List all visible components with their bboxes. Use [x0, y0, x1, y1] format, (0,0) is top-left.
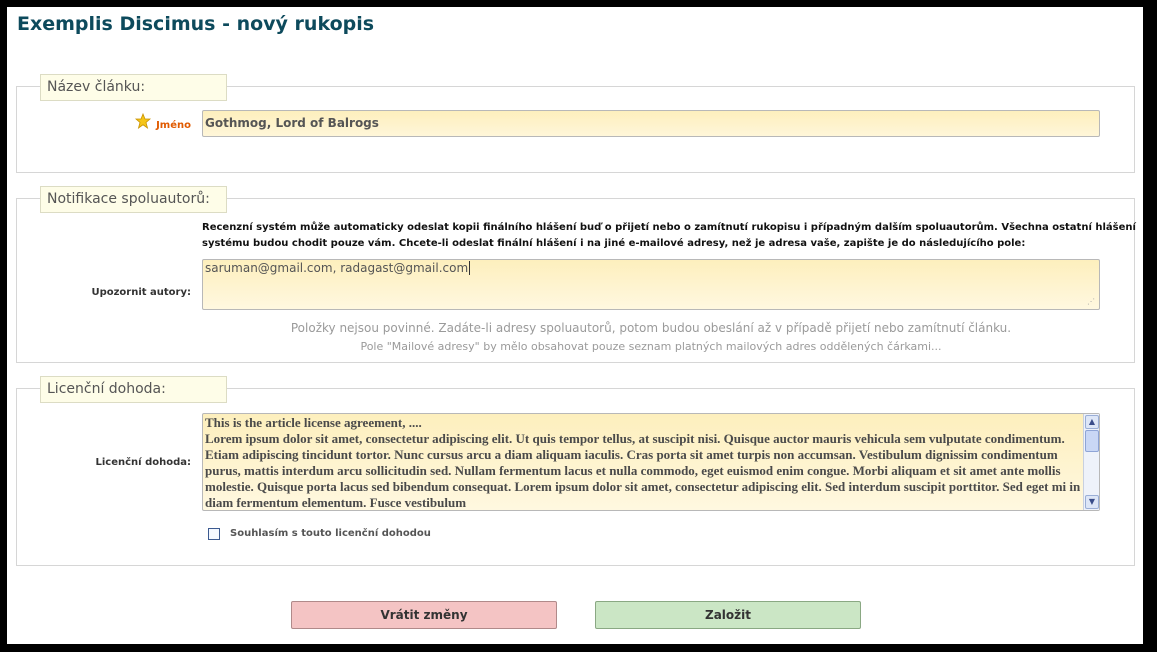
license-textarea[interactable]	[202, 413, 1100, 511]
coauthors-notice-line1: Recenzní systém může automaticky odeslat kopii finálního hlášení buď o přijetí nebo o zamítnutí rukopisu i případným dalším spoluautorům. Všechna ostatní hlášení	[202, 222, 1136, 233]
coauthors-hint-optional: Položky nejsou povinné. Zadáte-li adresy spoluautorů, potom budou obeslání až v případě přijetí nebo zamítnutí článku.	[290, 321, 1012, 335]
article-name-section	[16, 79, 1135, 173]
name-label: Jméno	[156, 120, 191, 131]
license-section	[16, 381, 1135, 566]
submit-button[interactable]: Založit	[595, 601, 861, 629]
name-input[interactable]: Gothmog, Lord of Balrogs	[202, 110, 1100, 137]
coauthors-notice-line2: systému budou chodit pouze vám. Chcete-li odeslat finální hlášení i na jiné e-mailové adresy, než je adresa vaše, zapište je do následujícího pole:	[202, 238, 1026, 249]
agree-license-checkbox[interactable]	[208, 528, 220, 540]
license-scrollbar[interactable]	[1083, 414, 1099, 510]
page	[7, 7, 1143, 644]
notify-authors-textarea[interactable]	[202, 259, 1100, 310]
license-legend: Licenční dohoda:	[40, 376, 227, 403]
notify-authors-label: Upozornit autory:	[91, 287, 191, 298]
page-title: Exemplis Discimus - nový rukopis	[17, 13, 375, 35]
coauthors-hint-format: Pole "Mailové adresy" by mělo obsahovat pouze seznam platných mailových adres oddělených čárkami...	[360, 340, 942, 353]
scroll-thumb[interactable]	[1085, 430, 1099, 452]
coauthors-legend: Notifikace spoluautorů:	[40, 186, 227, 213]
scroll-down-icon[interactable]: ▼	[1085, 495, 1099, 509]
article-name-legend: Název článku:	[40, 74, 227, 101]
scroll-up-icon[interactable]: ▲	[1085, 415, 1099, 429]
agree-license-label[interactable]: Souhlasím s touto licenční dohodou	[230, 528, 431, 539]
notify-authors-value: saruman@gmail.com, radagast@gmail.com	[205, 261, 469, 275]
reset-changes-button[interactable]: Vrátit změny	[291, 601, 557, 629]
license-text: This is the article license agreement, .... Lorem ipsum dolor sit amet, consectetur adipiscing elit. Ut quis tempor tellus, at suscipit nisi. Quisque auctor mauris vehicula sem vulputate condimentum. Etiam adipiscing tincidunt tortor. Nunc cursus arcu a diam aliquam iaculis. Cras porta sit amet turpis non accumsan. Vestibulum dignissim condimentum purus, mattis interdum arcu sollicitudin sed. Nullam fermentum lacus et nulla commodo, eget euismod enim congue. Morbi aliquam et sit amet ante mollis molestie. Quisque porta lacus sed bibendum consequat. Lorem ipsum dolor sit amet, consectetur adipiscing elit. Sed interdum suscipit porttitor. Sed eget mi in diam fermentum elementum. Fusce vestibulum	[205, 415, 1081, 510]
resize-grip-icon[interactable]: ⋰	[1087, 297, 1095, 306]
license-label: Licenční dohoda:	[95, 457, 191, 468]
coauthors-section	[16, 191, 1136, 363]
